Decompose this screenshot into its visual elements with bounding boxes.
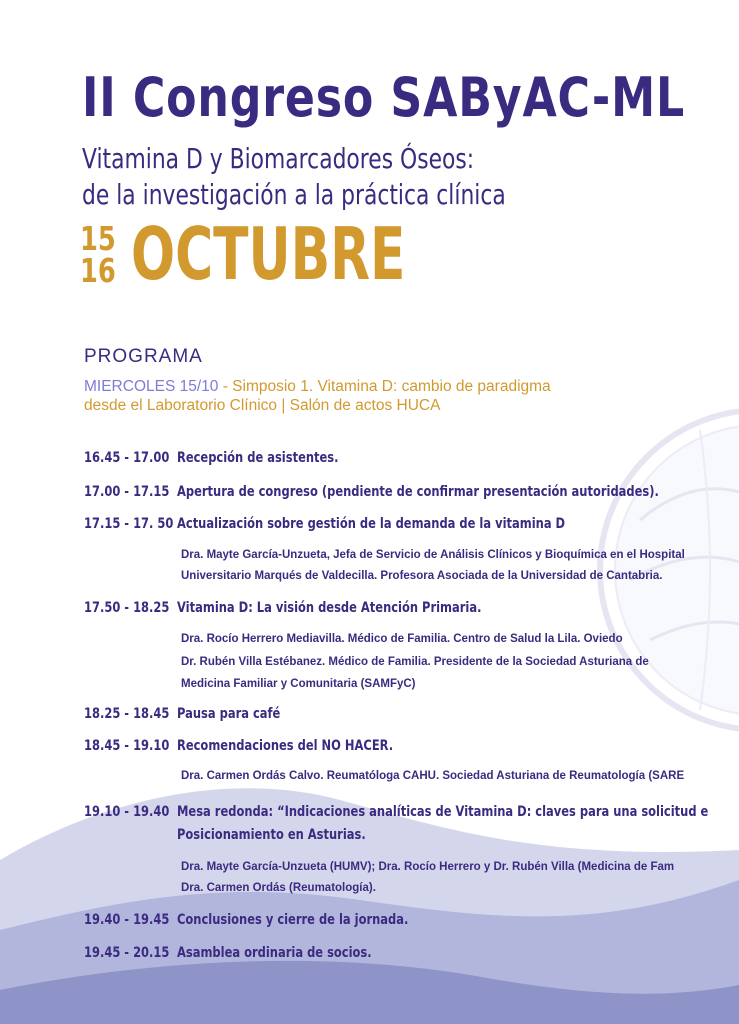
- session-title: - Simposio 1. Vitamina D: cambio de paradigma: [218, 378, 551, 395]
- speaker-line: Universitario Marqués de Valdecilla. Profesora Asociada de la Universidad de Cantabria.: [181, 570, 663, 582]
- event-month: OCTUBRE: [131, 212, 406, 296]
- item-time: 19.10 - 19.40: [84, 804, 170, 820]
- item-time: 17.00 - 17.15: [84, 484, 170, 500]
- day-start: 15: [80, 219, 116, 258]
- session-day: MIERCOLES 15/10: [84, 378, 219, 395]
- event-days: [80, 219, 130, 290]
- day-end: 16: [80, 251, 116, 290]
- item-title-line-2: Posicionamiento en Asturias.: [177, 827, 366, 843]
- item-time: 18.25 - 18.45: [84, 706, 170, 722]
- item-time: 19.45 - 20.15: [84, 945, 170, 961]
- item-title: Pausa para café: [177, 706, 281, 722]
- speaker-line: Medicina Familiar y Comunitaria (SAMFyC): [181, 678, 416, 690]
- speaker-line: Dra. Carmen Ordás Calvo. Reumatóloga CAHU. Sociedad Asturiana de Reumatología (SARE: [181, 770, 685, 782]
- item-time: 18.45 - 19.10: [84, 738, 170, 754]
- speaker-line: Dra. Carmen Ordás (Reumatología).: [181, 882, 376, 894]
- item-time: 16.45 - 17.00: [84, 450, 170, 466]
- item-title: Asamblea ordinaria de socios.: [177, 945, 372, 961]
- speaker-line: Dra. Rocío Herrero Mediavilla. Médico de Familia. Centro de Salud la Lila. Oviedo: [181, 633, 623, 645]
- item-title: Recomendaciones del NO HACER.: [177, 738, 394, 754]
- subtitle-line-1: Vitamina D y Biomarcadores Óseos:: [82, 142, 475, 175]
- item-time: 19.40 - 19.45: [84, 912, 170, 928]
- congress-title: II Congreso SAByAC-ML: [82, 66, 686, 129]
- speaker-line: Dra. Mayte García-Unzueta, Jefa de Servicio de Análisis Clínicos y Bioquímica en el Hospital: [181, 549, 685, 561]
- item-time: 17.50 - 18.25: [84, 600, 170, 616]
- speaker-line: Dr. Rubén Villa Estébanez. Médico de Familia. Presidente de la Sociedad Asturiana de: [181, 656, 649, 668]
- item-title: Mesa redonda: “Indicaciones analíticas de Vitamina D: claves para una solicitud e: [177, 804, 709, 820]
- item-title: Actualización sobre gestión de la demanda de la vitamina D: [177, 516, 566, 532]
- session-title-line-2: desde el Laboratorio Clínico | Salón de actos HUCA: [84, 397, 441, 414]
- item-title: Apertura de congreso (pendiente de confirmar presentación autoridades).: [177, 484, 659, 500]
- program-heading: PROGRAMA: [84, 346, 203, 367]
- item-title: Conclusiones y cierre de la jornada.: [177, 912, 409, 928]
- item-time: 17.15 - 17. 50: [84, 516, 174, 532]
- speaker-line: Dra. Mayte García-Unzueta (HUMV); Dra. Rocío Herrero y Dr. Rubén Villa (Medicina de Fam: [181, 861, 675, 873]
- session-header: [84, 377, 551, 415]
- subtitle-line-2: de la investigación a la práctica clínica: [82, 178, 506, 211]
- item-title: Vitamina D: La visión desde Atención Primaria.: [177, 600, 482, 616]
- item-title: Recepción de asistentes.: [177, 450, 339, 466]
